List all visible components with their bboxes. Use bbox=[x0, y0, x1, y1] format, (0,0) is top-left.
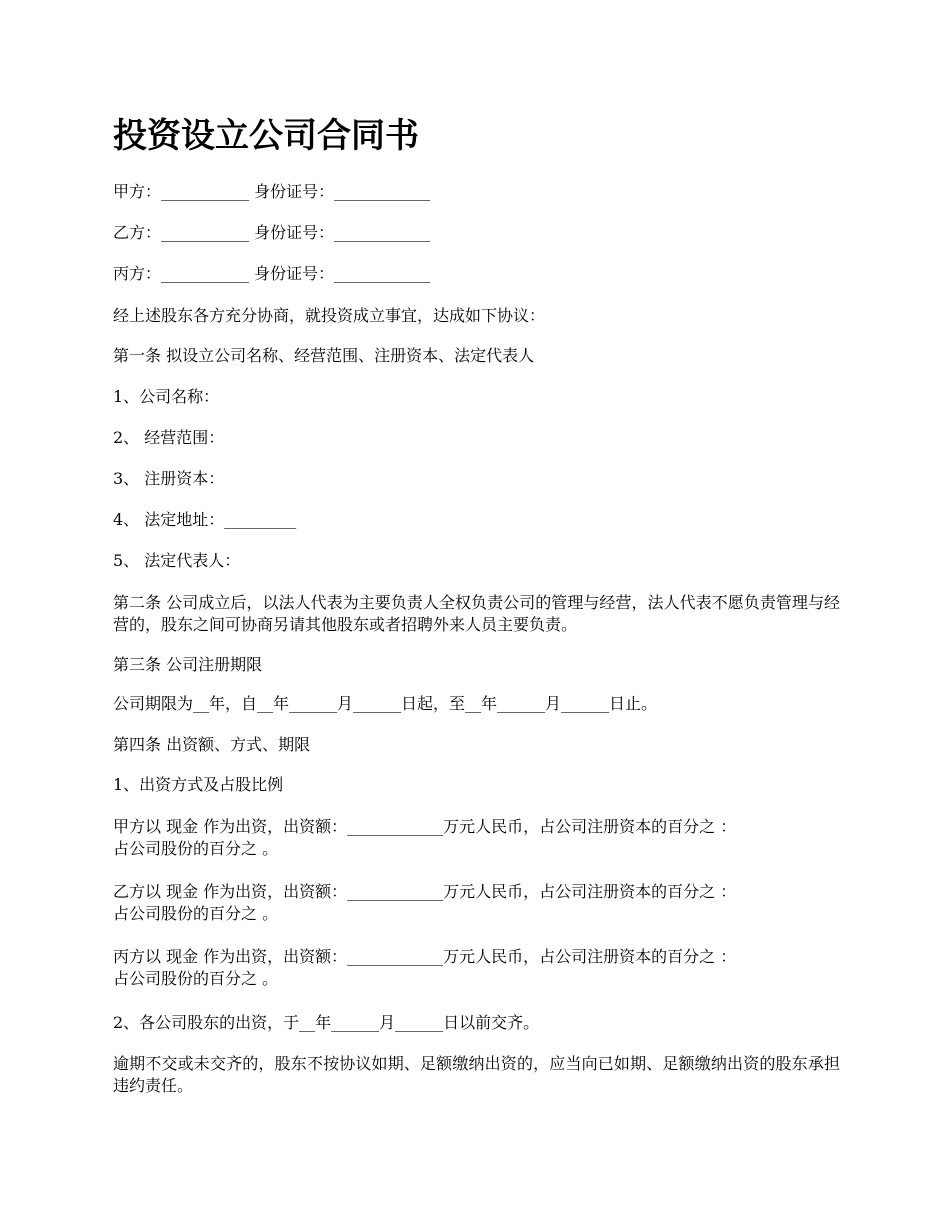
article-2-text: 第二条 公司成立后，以法人代表为主要负责人全权负责公司的管理与经营，法人代表不愿负责管理与经营的，股东之间可协商另请其他股东或者招聘外来人员主要负责。 bbox=[113, 593, 840, 634]
party-a-line: 甲方：___________ 身份证号：____________ bbox=[113, 182, 431, 201]
contribution-c-line-2: 占公司股份的百分之 。 bbox=[113, 969, 279, 988]
party-c-line: 丙方：___________ 身份证号：____________ bbox=[113, 264, 431, 283]
article-4-penalty: 逾期不交或未交齐的，股东不按协议如期、足额缴纳出资的，应当向已如期、足额缴纳出资的股东承担违约责任。 bbox=[113, 1054, 840, 1095]
contribution-b-line-1: 乙方以 现金 作为出资，出资额：____________万元人民币，占公司注册资本的百分之 ： bbox=[113, 882, 737, 901]
article-4-sub-2: 2、各公司股东的出资，于__年______月______日以前交齐。 bbox=[113, 1013, 540, 1032]
contribution-a-line-1: 甲方以 现金 作为出资，出资额：____________万元人民币，占公司注册资本的百分之 ： bbox=[113, 817, 737, 836]
article-1-item-company-name: 1、公司名称： bbox=[113, 387, 220, 406]
article-4-heading: 第四条 出资额、方式、期限 bbox=[113, 735, 311, 754]
article-1-item-business-scope: 2、 经营范围： bbox=[113, 428, 225, 447]
article-1-item-registered-capital: 3、 注册资本： bbox=[113, 469, 225, 488]
contribution-a-line-2: 占公司股份的百分之 。 bbox=[113, 839, 279, 858]
article-1-heading: 第一条 拟设立公司名称、经营范围、注册资本、法定代表人 bbox=[113, 346, 535, 365]
article-1-item-legal-representative: 5、 法定代表人： bbox=[113, 551, 241, 570]
article-3-heading: 第三条 公司注册期限 bbox=[113, 655, 263, 674]
contribution-c-line-1: 丙方以 现金 作为出资，出资额：____________万元人民币，占公司注册资本的百分之 ： bbox=[113, 947, 737, 966]
article-3-text: 公司期限为__年，自__年______月______日起，至__年______月______日止。 bbox=[113, 694, 658, 713]
party-b-line: 乙方：___________ 身份证号：____________ bbox=[113, 223, 431, 242]
document-title: 投资设立公司合同书 bbox=[113, 116, 419, 156]
intro-text: 经上述股东各方充分协商，就投资成立事宜，达成如下协议： bbox=[113, 306, 546, 325]
article-4-sub-1: 1、出资方式及占股比例 bbox=[113, 775, 284, 794]
article-1-item-legal-address: 4、 法定地址：_________ bbox=[113, 510, 297, 529]
contribution-b-line-2: 占公司股份的百分之 。 bbox=[113, 904, 279, 923]
